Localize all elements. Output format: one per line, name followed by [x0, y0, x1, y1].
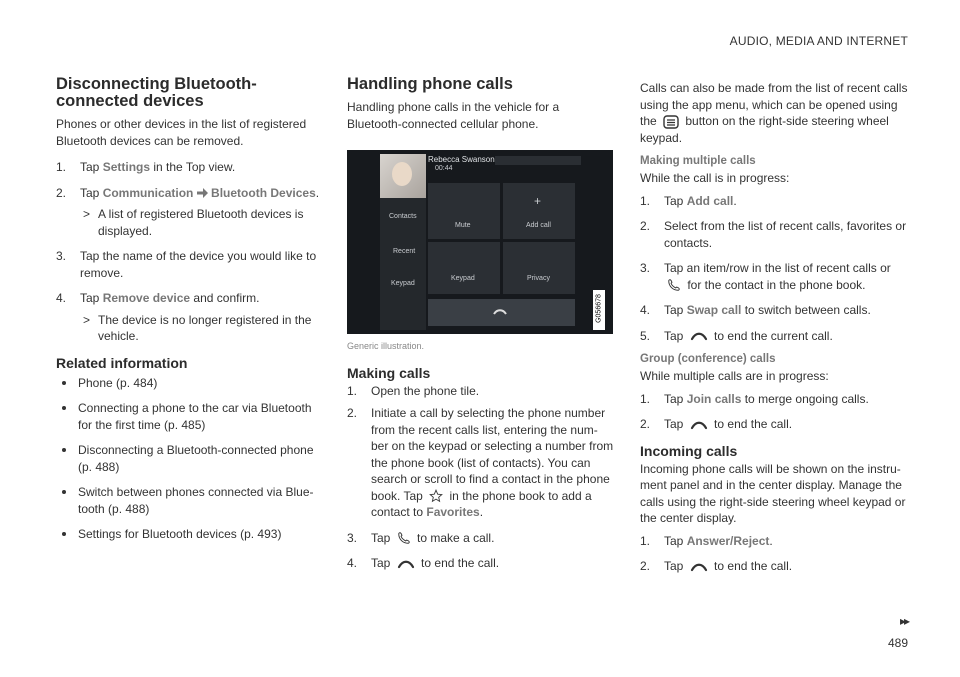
- app-menu-icon: [663, 115, 679, 129]
- result-note: > The device is no longer registered in the vehicle.: [83, 312, 312, 343]
- list-item: 4. Tap Swap call to switch between calls.: [640, 303, 871, 317]
- keypad-label: Keypad: [451, 275, 475, 282]
- ui-term: Bluetooth Devices: [211, 185, 316, 200]
- end-call-icon: [690, 420, 708, 430]
- list-item: 2. Select from the list of recent calls, favorites or contacts.: [640, 219, 907, 250]
- ui-term: Communication: [102, 185, 194, 200]
- end-call-icon: [397, 559, 415, 569]
- related-link[interactable]: Disconnecting a Bluetooth-connected phone (p. 488): [56, 442, 322, 475]
- related-link[interactable]: Switch between phones connected via Blue-tooth (p. 488): [56, 484, 322, 517]
- ui-term: Remove device: [102, 291, 191, 305]
- mute-label: Mute: [455, 222, 471, 229]
- continue-arrows-icon: ▸▸: [899, 614, 908, 628]
- bullet-icon: [62, 532, 66, 536]
- related-list: [56, 375, 322, 543]
- ui-term: Answer/Reject: [686, 533, 770, 548]
- bullet-icon: [62, 448, 66, 452]
- end-call-icon: [493, 308, 507, 316]
- avatar: [380, 154, 426, 198]
- bullet-icon: [62, 381, 66, 385]
- list-item: 3. Tap the name of the device you would like to remove.: [56, 249, 317, 280]
- call-timer: 00:44: [435, 165, 453, 172]
- list-item: 1. Tap Join calls to merge ongoing calls.: [640, 391, 869, 406]
- disconnecting-steps: [56, 159, 322, 345]
- group-calls-steps: [640, 391, 908, 433]
- arrow-right-icon: [197, 188, 208, 198]
- plus-icon: +: [534, 194, 542, 208]
- ui-term: Join calls: [686, 391, 742, 406]
- list-item: 2. Tap to end the call.: [640, 417, 793, 431]
- keypad-tile[interactable]: [428, 242, 500, 294]
- column-middle: [347, 76, 615, 581]
- mute-tile[interactable]: [428, 183, 500, 239]
- list-item: 4. Tap Remove device and confirm. > The device is no longer registered in the vehicle.: [56, 290, 322, 345]
- ui-term: Favorites: [426, 505, 480, 519]
- result-note: > A list of registered Bluetooth devices is displayed.: [83, 207, 304, 238]
- incoming-calls-heading: Incoming calls: [640, 442, 738, 459]
- side-keypad-label: Keypad: [391, 280, 415, 287]
- header-bar: [495, 156, 581, 165]
- list-item: 3. Tap to make a call.: [347, 530, 495, 545]
- privacy-label: Privacy: [527, 275, 550, 282]
- making-calls-steps: [347, 383, 615, 572]
- group-calls-heading: Group (conference) calls: [640, 353, 776, 365]
- list-item: 2. Initiate a call by selecting the phone number from the recent calls list, entering the num-ber on the keypad or selecting a number from the phone book (list of contacts). You can search or scroll to find a contact in the phone book. Tap in the phone book to add a contact to Favorites.: [347, 406, 614, 519]
- column-left: [56, 76, 322, 552]
- handling-heading: Handling phone calls: [347, 75, 513, 93]
- disconnecting-heading: Disconnecting Bluetooth-connected devices: [56, 75, 257, 110]
- column-right: [640, 80, 908, 584]
- handling-lead: Handling phone calls in the vehicle for a Bluetooth-connected cellular phone.: [347, 100, 560, 131]
- phone-screen-illustration: [347, 150, 613, 334]
- app-menu-paragraph: Calls can also be made from the list of recent calls using the app menu, which can be opened using the button on the right-side steering wheel keypad.: [640, 81, 908, 145]
- group-calls-lead: While multiple calls are in progress:: [640, 369, 829, 383]
- list-item: 4. Tap to end the call.: [347, 556, 500, 570]
- list-item: 1. Tap Settings in the Top view.: [56, 160, 236, 174]
- list-item: 1. Tap Add call.: [640, 193, 737, 208]
- side-contacts-label: Contacts: [389, 213, 417, 220]
- related-link[interactable]: Phone (p. 484): [56, 375, 322, 392]
- figure-code: G056678: [595, 294, 603, 323]
- side-recent-label: Recent: [393, 248, 416, 255]
- related-link[interactable]: Settings for Bluetooth devices (p. 493): [56, 526, 322, 543]
- privacy-tile[interactable]: [503, 242, 575, 294]
- phone-icon: [667, 278, 681, 292]
- page-number: 489: [887, 636, 908, 650]
- incoming-calls-lead: Incoming phone calls will be shown on the instru-ment panel and in the center display. Manage the calls using the right-side steering wheel keypad or the center display.: [640, 461, 906, 525]
- star-icon: [429, 489, 443, 503]
- making-calls-heading: Making calls: [347, 364, 431, 381]
- ui-term: Swap call: [686, 303, 742, 317]
- list-item: 1. Open the phone tile.: [347, 383, 480, 398]
- multiple-calls-heading: Making multiple calls: [640, 155, 756, 167]
- list-item: 2. Tap to end the call.: [640, 559, 793, 573]
- bullet-icon: [62, 490, 66, 494]
- end-call-icon: [690, 562, 708, 572]
- ui-term: Settings: [102, 160, 151, 174]
- phone-icon: [397, 531, 411, 545]
- related-link[interactable]: Connecting a phone to the car via Bluetooth for the first time (p. 485): [56, 400, 322, 433]
- list-item: 3. Tap an item/row in the list of recent calls or for the contact in the phone book.: [640, 261, 891, 292]
- figure-caption: Generic illustration.: [347, 341, 425, 351]
- add-call-label: Add call: [526, 222, 551, 229]
- section-header: AUDIO, MEDIA AND INTERNET: [729, 34, 908, 48]
- ui-term: Add call: [686, 193, 734, 208]
- incoming-calls-steps: [640, 533, 908, 575]
- bullet-icon: [62, 406, 66, 410]
- contact-name: Rebecca Swanson: [428, 155, 495, 164]
- end-call-icon: [690, 331, 708, 341]
- list-item: 5. Tap to end the current call.: [640, 328, 833, 343]
- related-heading: Related information: [56, 354, 188, 371]
- list-item: 1. Tap Answer/Reject.: [640, 533, 773, 548]
- disconnecting-lead: Phones or other devices in the list of registered Bluetooth devices can be removed.: [56, 117, 307, 148]
- multiple-calls-steps: [640, 193, 908, 345]
- add-call-tile[interactable]: [503, 183, 575, 239]
- multiple-calls-lead: While the call is in progress:: [640, 171, 790, 185]
- list-item: 2. Tap Communication Bluetooth Devices. > A list of registered Bluetooth devices is displayed.: [56, 185, 322, 240]
